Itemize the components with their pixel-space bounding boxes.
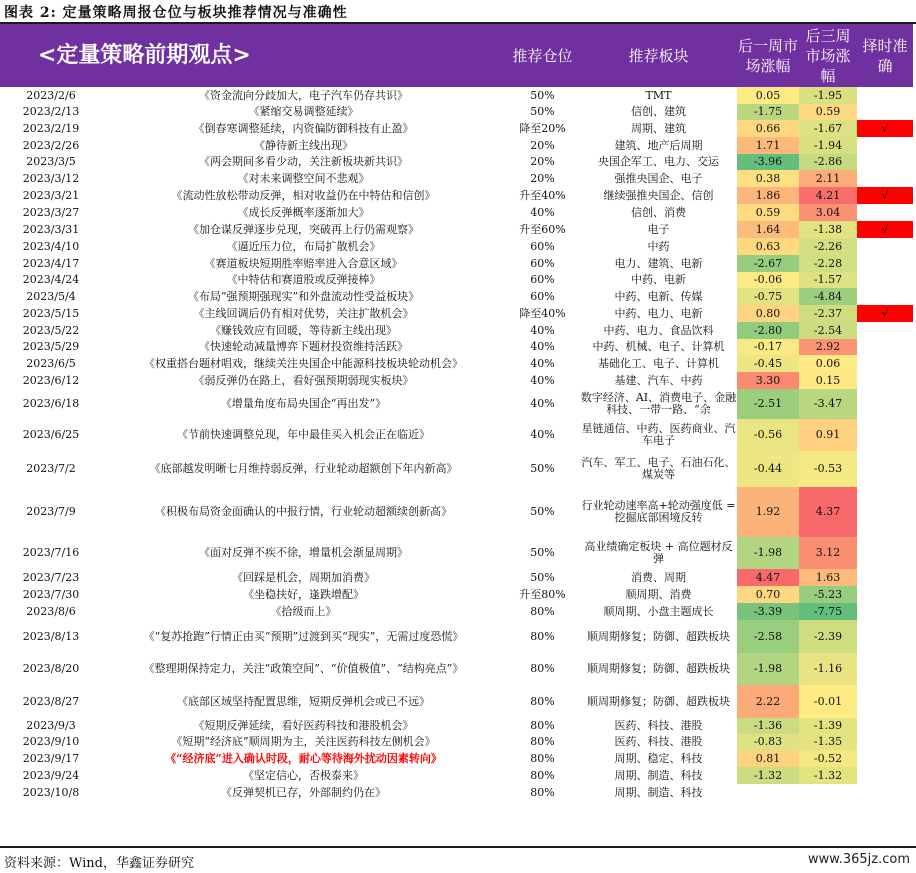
table-row (0, 487, 913, 537)
row-accuracy: √ (857, 305, 913, 322)
row-view: 《两会期间多看少动，关注新板块新共识》 (199, 155, 408, 168)
row-week3-return: 0.91 (799, 419, 857, 451)
row-sectors: 数字经济、AI、消费电子、金融科技、一带一路、“余 (580, 391, 737, 416)
table-row (0, 620, 913, 653)
row-week1-return: -0.56 (737, 419, 799, 451)
row-sectors: 电力、建筑、电新 (614, 256, 703, 270)
row-view: 《短期“经济底”顺周期为主，关注医药科技左侧机会》 (171, 735, 436, 748)
row-week3-return: -2.26 (799, 238, 857, 255)
row-position: 80% (530, 694, 555, 708)
row-position: 40% (530, 340, 555, 353)
row-sectors: 顺周期修复；防御、超跌板块 (587, 694, 730, 708)
row-position: 50% (530, 88, 555, 102)
row-position: 80% (530, 604, 555, 618)
row-sectors: 周期、制造、科技 (614, 768, 703, 782)
row-position: 升至60% (519, 222, 566, 236)
row-date: 2023/2/26 (22, 138, 80, 152)
row-accuracy (857, 419, 913, 451)
row-position: 50% (530, 570, 555, 584)
row-week1-return: 0.80 (737, 305, 799, 322)
row-date: 2023/5/4 (26, 289, 76, 303)
row-view: 《坚定信心，否极泰来》 (243, 768, 364, 782)
table-row (0, 221, 913, 238)
row-date: 2023/5/15 (22, 306, 80, 320)
row-week1-return: 1.86 (737, 187, 799, 204)
row-week3-return: -4.84 (799, 288, 857, 305)
row-accuracy (857, 204, 913, 221)
row-week3-return: 2.92 (799, 339, 857, 355)
row-view: 《回踩是机会，周期加消费》 (232, 570, 375, 584)
row-view: 《“复苏抢跑”行情正由买“预期”过渡到买“现实”，无需过度恐慌》 (143, 629, 464, 643)
row-sectors: 高业绩确定板块 + 高位题材反弹 (584, 540, 733, 565)
row-date: 2023/3/5 (26, 155, 76, 168)
table-row (0, 586, 913, 603)
row-accuracy (857, 389, 913, 419)
row-week3-return: -0.53 (799, 451, 857, 487)
row-week3-return: -2.54 (799, 322, 857, 339)
row-accuracy (857, 653, 913, 685)
row-sectors: 消费、周期 (631, 570, 686, 584)
row-view: 《流动性放松带动反弹，相对收益仍在中特估和信创》 (171, 188, 436, 202)
row-accuracy (857, 487, 913, 537)
row-position: 80% (530, 768, 555, 782)
row-position: 80% (530, 662, 555, 675)
row-week1-return: -0.17 (737, 339, 799, 355)
row-date: 2023/3/12 (22, 171, 80, 185)
table-row (0, 238, 913, 255)
table-row (0, 569, 913, 586)
strategy-table (0, 24, 913, 801)
row-accuracy (857, 170, 913, 187)
row-position: 80% (530, 785, 555, 799)
row-accuracy: √ (857, 221, 913, 238)
row-accuracy (857, 734, 913, 750)
row-view: 《权重搭台题材唱戏，继续关注央国企中能源科技板块轮动机会》 (144, 356, 463, 370)
row-week3-return: -1.67 (799, 120, 857, 137)
row-week1-return: 0.81 (737, 750, 799, 767)
row-date: 2023/2/6 (26, 88, 76, 102)
row-sectors: 中药、电新 (631, 273, 686, 286)
row-week3-return: -1.38 (799, 221, 857, 238)
row-sectors: 周期、稳定、科技 (614, 751, 703, 765)
row-date: 2023/4/10 (22, 239, 80, 253)
row-week1-return: 0.70 (737, 586, 799, 603)
row-position: 降至40% (519, 306, 566, 320)
row-date: 2023/9/24 (22, 768, 80, 782)
row-week1-return: 3.30 (737, 372, 799, 389)
row-accuracy (857, 620, 913, 653)
row-week3-return: -3.47 (799, 389, 857, 419)
row-accuracy (857, 272, 913, 288)
row-sectors: 周期、建筑 (631, 121, 686, 135)
row-position: 降至20% (519, 121, 566, 135)
row-week1-return: -2.58 (737, 620, 799, 653)
row-accuracy (857, 603, 913, 620)
row-view: 《面对反弹不疾不徐，增量机会渐显周期》 (199, 546, 408, 559)
row-sectors: 顺周期、消费 (625, 587, 692, 601)
row-view: 《倒春寒调整延续，内资偏防御科技有止盈》 (193, 121, 414, 135)
row-sectors: 中药、电新、传媒 (614, 289, 703, 303)
row-sectors: 医药、科技、港股 (614, 735, 703, 748)
row-date: 2023/5/22 (22, 323, 80, 337)
row-week1-return: -2.80 (737, 322, 799, 339)
row-view: 《整理期保持定力，关注“政策空间”、“价值极值”、“结构亮点”》 (143, 662, 464, 675)
table-row (0, 154, 913, 170)
row-date: 2023/4/17 (22, 256, 80, 270)
row-position: 20% (530, 138, 555, 152)
row-position: 40% (530, 323, 555, 337)
row-position: 40% (530, 397, 555, 410)
row-accuracy (857, 372, 913, 389)
row-date: 2023/6/5 (26, 356, 76, 370)
row-view: 《逼近压力位，布局扩散机会》 (226, 239, 381, 253)
row-date: 2023/3/21 (22, 188, 80, 202)
row-week1-return: -1.36 (737, 718, 799, 734)
row-accuracy (857, 569, 913, 586)
row-view: 《布局“强预期强现实”和外盘流动性受益板块》 (187, 289, 420, 303)
row-week1-return: -3.39 (737, 603, 799, 620)
row-position: 50% (530, 546, 555, 559)
row-date: 2023/3/31 (22, 222, 80, 236)
row-accuracy (857, 339, 913, 355)
row-sectors: 星链通信、中药、医药商业、汽车电子 (581, 422, 736, 447)
row-week3-return: 0.59 (799, 104, 857, 120)
row-view: 《快速轮动减量博弈下题材投资维持活跃》 (199, 340, 408, 353)
row-accuracy (857, 322, 913, 339)
row-position: 升至40% (519, 188, 566, 202)
row-week1-return: -0.75 (737, 288, 799, 305)
row-date: 2023/6/12 (22, 373, 80, 387)
table-row (0, 272, 913, 288)
row-date: 2023/9/3 (26, 719, 76, 732)
row-view: 《底部越发明晰七月维持弱反弹，行业轮动超额创下年内新高》 (149, 462, 458, 475)
row-view: 《赛道板块短期胜率赔率进入合意区域》 (204, 256, 403, 270)
row-week3-return: -7.75 (799, 603, 857, 620)
row-accuracy (857, 255, 913, 272)
row-week3-return: -2.37 (799, 305, 857, 322)
table-row (0, 87, 913, 104)
table-row (0, 784, 913, 801)
row-position: 80% (530, 735, 555, 748)
row-sectors: 继续强推央国企、信创 (603, 188, 714, 202)
table-row (0, 339, 913, 355)
table-row (0, 685, 913, 718)
table-row (0, 750, 913, 767)
row-week3-return: -1.35 (799, 734, 857, 750)
row-view: 《对未来调整空间不悲观》 (237, 171, 370, 185)
row-position: 20% (530, 155, 555, 168)
row-date: 2023/7/9 (26, 505, 76, 518)
row-week3-return: 3.04 (799, 204, 857, 221)
row-view: 《成长反弹概率逐渐加大》 (237, 205, 370, 219)
row-sectors: 信创、消费 (631, 205, 686, 219)
row-view: 《弱反弹仍在路上，看好强预期弱现实板块》 (193, 373, 414, 387)
row-view: 《紧缩交易调整延续》 (248, 105, 359, 118)
row-position: 80% (530, 751, 555, 765)
row-date: 2023/6/25 (22, 428, 80, 441)
row-view: 《资金流向分歧加大，电子汽车仍存共识》 (199, 88, 408, 102)
row-date: 2023/3/27 (22, 205, 80, 219)
row-position: 50% (530, 462, 555, 475)
row-view: 《主线回调后仍有相对优势，关注扩散机会》 (193, 306, 414, 320)
bottom-rule (0, 846, 916, 848)
row-view: 《加仓谋反弹逐步兑现，突破再上行仍需观察》 (188, 222, 419, 236)
row-week1-return (737, 784, 799, 801)
row-view: 《赚钱效应有回暖，等待新主线出现》 (210, 323, 397, 337)
row-sectors: 汽车、军工、电子、石油石化、煤炭等 (581, 456, 736, 481)
row-sectors: 信创、建筑 (631, 105, 686, 118)
row-accuracy: √ (857, 120, 913, 137)
row-date: 2023/4/24 (22, 273, 80, 286)
row-position: 50% (530, 105, 555, 118)
row-accuracy (857, 137, 913, 154)
row-accuracy (857, 238, 913, 255)
header-week1: 后一周市场涨幅 (737, 24, 799, 87)
row-view: 《短期反弹延续，看好医药科技和港股机会》 (193, 719, 414, 732)
header-sectors: 推荐板块 (580, 24, 737, 87)
table-row (0, 767, 913, 784)
row-week1-return: -0.83 (737, 734, 799, 750)
row-week3-return: 0.15 (799, 372, 857, 389)
row-week3-return: -1.94 (799, 137, 857, 154)
header-week3: 后三周市场涨幅 (799, 24, 857, 87)
table-row (0, 288, 913, 305)
row-week3-return: 4.37 (799, 487, 857, 537)
row-sectors: 电子 (647, 222, 670, 236)
row-week1-return: 4.47 (737, 569, 799, 586)
table-row (0, 653, 913, 685)
row-position: 40% (530, 356, 555, 370)
row-date: 2023/5/29 (22, 340, 80, 353)
row-week1-return: -1.98 (737, 537, 799, 569)
row-sectors: 基建、汽车、中药 (614, 373, 703, 387)
row-sectors: 医药、科技、港股 (614, 719, 703, 732)
table-row (0, 603, 913, 620)
table-row (0, 419, 913, 451)
row-week1-return: -0.44 (737, 451, 799, 487)
figure-title: 图表 2: 定量策略周报仓位与板块推荐情况与准确性 (4, 5, 348, 21)
row-position: 50% (530, 505, 555, 518)
row-sectors: 中药 (647, 239, 670, 253)
row-view: 《拾级而上》 (270, 604, 337, 618)
row-week3-return: -2.39 (799, 620, 857, 653)
row-date: 2023/7/16 (22, 546, 80, 559)
table-row (0, 137, 913, 154)
row-accuracy (857, 288, 913, 305)
row-sectors: 周期、制造、科技 (614, 785, 703, 799)
table-body (0, 87, 913, 801)
table-row (0, 372, 913, 389)
row-date: 2023/7/2 (26, 462, 76, 475)
row-accuracy (857, 87, 913, 104)
row-date: 2023/8/27 (22, 694, 80, 708)
row-accuracy (857, 784, 913, 801)
row-accuracy (857, 104, 913, 120)
row-week1-return: 0.38 (737, 170, 799, 187)
row-view: 《积极布局资金面确认的中报行情，行业轮动超额续创新高》 (155, 505, 452, 518)
table-row (0, 389, 913, 419)
row-accuracy (857, 154, 913, 170)
row-sectors: 顺周期修复；防御、超跌板块 (587, 629, 730, 643)
row-accuracy (857, 537, 913, 569)
row-accuracy (857, 685, 913, 718)
row-week3-return: 4.21 (799, 187, 857, 204)
row-week1-return: -1.75 (737, 104, 799, 120)
row-week1-return: -2.51 (737, 389, 799, 419)
row-week3-return: 2.11 (799, 170, 857, 187)
row-accuracy (857, 718, 913, 734)
row-view: 《中特估和赛道股或反弹接棒》 (226, 273, 381, 286)
table-row (0, 255, 913, 272)
row-week1-return: -1.32 (737, 767, 799, 784)
row-week1-return: -0.45 (737, 355, 799, 372)
row-week3-return (799, 784, 857, 801)
header-accuracy: 择时准确 (857, 24, 913, 87)
row-date: 2023/7/30 (22, 587, 80, 601)
row-view: 《反弹契机已存，外部制约仍在》 (221, 785, 386, 799)
row-sectors: 行业轮动速率高+轮动强度低 = 挖掘底部困境反转 (581, 499, 736, 524)
row-date: 2023/7/23 (22, 570, 80, 584)
row-week3-return: 0.06 (799, 355, 857, 372)
table-row (0, 322, 913, 339)
row-week3-return: -1.57 (799, 272, 857, 288)
row-position: 20% (530, 171, 555, 185)
header-position: 推荐仓位 (505, 24, 580, 87)
row-position: 80% (530, 629, 555, 643)
row-week1-return: 0.63 (737, 238, 799, 255)
row-sectors: 央国企军工、电力、交运 (598, 155, 719, 168)
row-sectors: 中药、电力、电新 (614, 306, 703, 320)
row-date: 2023/9/17 (22, 751, 80, 765)
row-position: 40% (530, 428, 555, 441)
row-week3-return: 1.63 (799, 569, 857, 586)
row-week3-return: -1.95 (799, 87, 857, 104)
table-row (0, 718, 913, 734)
row-week3-return: -0.52 (799, 750, 857, 767)
row-week3-return: -1.16 (799, 653, 857, 685)
row-week1-return: 0.66 (737, 120, 799, 137)
row-accuracy (857, 586, 913, 603)
row-week1-return: 2.22 (737, 685, 799, 718)
row-date: 2023/9/10 (22, 735, 80, 748)
row-position: 40% (530, 205, 555, 219)
row-view: 《“经济底”进入确认时段，耐心等待海外扰动因素转向》 (165, 751, 442, 765)
row-accuracy (857, 767, 913, 784)
row-sectors: 基础化工、电子、计算机 (598, 356, 719, 370)
row-date: 2023/2/13 (22, 105, 80, 118)
table-row (0, 451, 913, 487)
row-week3-return: -1.32 (799, 767, 857, 784)
row-position: 60% (530, 239, 555, 253)
row-accuracy (857, 355, 913, 372)
row-sectors: 中药、机械、电子、计算机 (592, 340, 725, 353)
row-week1-return: -3.96 (737, 154, 799, 170)
row-date: 2023/8/6 (26, 604, 76, 618)
row-week3-return: -2.86 (799, 154, 857, 170)
table-row (0, 187, 913, 204)
row-sectors: 建筑、地产后周期 (614, 138, 703, 152)
row-week1-return: -2.67 (737, 255, 799, 272)
row-position: 60% (530, 256, 555, 270)
row-view: 《底部区域坚持配置思维，短期反弹机会或已不远》 (177, 694, 430, 708)
row-position: 60% (530, 289, 555, 303)
table-row (0, 734, 913, 750)
row-position: 升至80% (519, 587, 566, 601)
row-date: 2023/6/18 (22, 397, 80, 410)
row-view: 《坐稳扶好，逢跌增配》 (243, 587, 364, 601)
row-sectors: 中药、电力、食品饮料 (603, 323, 714, 337)
row-week1-return: 1.92 (737, 487, 799, 537)
row-week1-return: 1.71 (737, 137, 799, 154)
row-position: 80% (530, 719, 555, 732)
row-date: 2023/2/19 (22, 121, 80, 135)
row-week3-return: -2.28 (799, 255, 857, 272)
row-date: 2023/10/8 (22, 785, 80, 799)
row-week3-return: -0.01 (799, 685, 857, 718)
table-row (0, 120, 913, 137)
row-position: 40% (530, 373, 555, 387)
row-accuracy: √ (857, 187, 913, 204)
row-sectors: 强推央国企、电子 (614, 171, 703, 185)
row-date: 2023/8/20 (22, 662, 80, 675)
row-week3-return: -1.39 (799, 718, 857, 734)
row-week1-return: 0.59 (737, 204, 799, 221)
row-position: 60% (530, 273, 555, 286)
row-view: 《增量角度布局央国企“再出发”》 (220, 397, 387, 410)
table-row (0, 537, 913, 569)
row-week1-return: -1.98 (737, 653, 799, 685)
row-view: 《节前快速调整兑现，年中最佳买入机会正在临近》 (177, 428, 430, 441)
row-week3-return: 3.12 (799, 537, 857, 569)
row-sectors: 顺周期、小盘主题成长 (603, 604, 714, 618)
row-sectors: 顺周期修复；防御、超跌板块 (587, 662, 730, 675)
row-week3-return: -5.23 (799, 586, 857, 603)
row-sectors: TMT (645, 88, 672, 102)
table-row (0, 204, 913, 221)
row-week1-return: -0.06 (737, 272, 799, 288)
header-main: <定量策略前期观点> (0, 24, 505, 87)
row-week1-return: 0.05 (737, 87, 799, 104)
table-row (0, 355, 913, 372)
row-date: 2023/8/13 (22, 629, 80, 643)
row-accuracy (857, 451, 913, 487)
watermark: www.365jz.com (808, 852, 910, 867)
row-view: 《静待新主线出现》 (254, 138, 353, 152)
source-note: 资料来源：Wind，华鑫证券研究 (4, 856, 194, 871)
table-row (0, 170, 913, 187)
row-accuracy (857, 750, 913, 767)
table-row (0, 104, 913, 120)
row-week1-return: 1.64 (737, 221, 799, 238)
table-row (0, 305, 913, 322)
